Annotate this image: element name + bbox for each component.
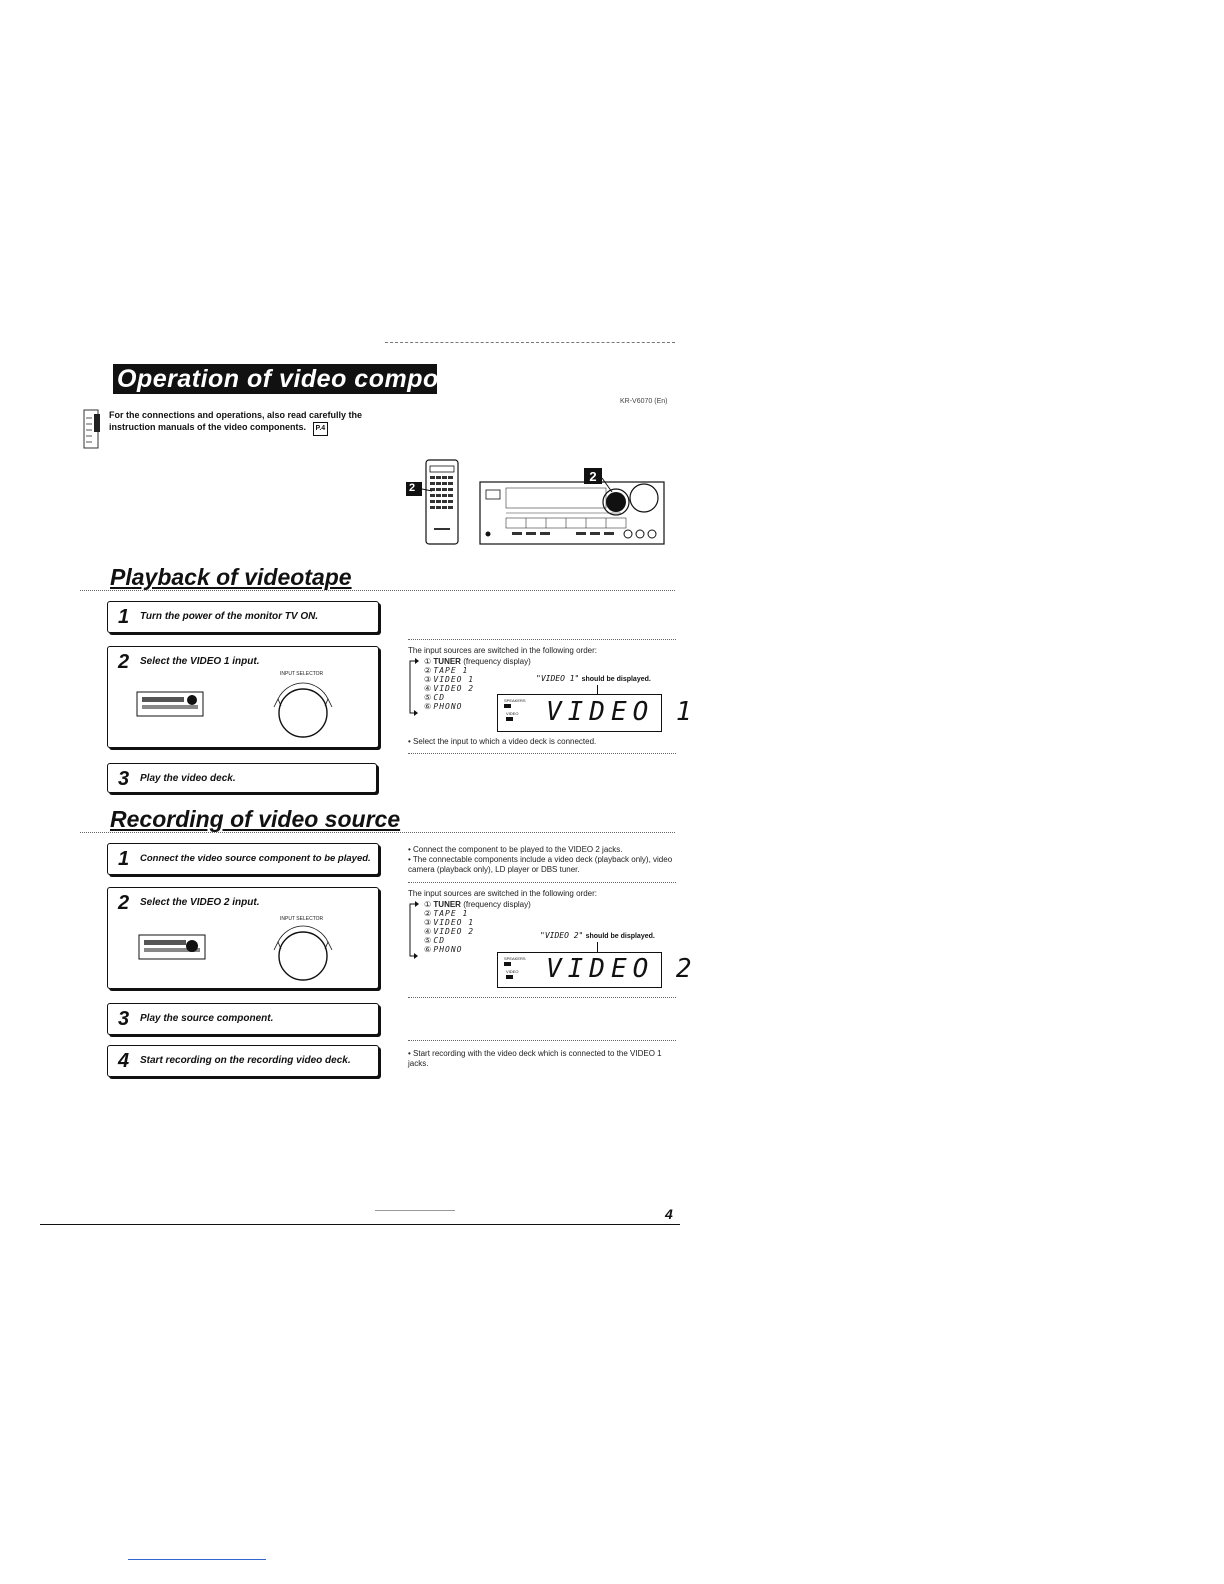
step-number: 2 — [118, 892, 130, 914]
display-tag: VIDEO — [506, 969, 519, 974]
step-text: Select the VIDEO 2 input. — [140, 897, 260, 908]
order-item: ⑤ CD — [424, 693, 446, 702]
input-selector-label: INPUT SELECTOR — [280, 916, 324, 922]
indicator-square — [506, 975, 513, 979]
bottom-link-line — [128, 1559, 266, 1560]
recording-step-4 — [107, 1045, 379, 1077]
dotted-separator — [408, 1040, 676, 1041]
receiver-callout: 2 — [589, 469, 597, 484]
bullet-item: • Select the input to which a video deck is connected. — [408, 737, 597, 746]
step-number: 3 — [118, 1008, 130, 1030]
page-title: Operation of video components — [113, 364, 437, 394]
step-text: Play the source component. — [140, 1013, 274, 1024]
dotted-separator — [408, 753, 676, 754]
order-item: ③ VIDEO 1 — [424, 675, 475, 684]
cycle-arrow-icon — [408, 900, 420, 960]
page-reference: P.4 — [313, 422, 329, 436]
indicator-square — [504, 962, 511, 966]
order-item: ⑤ CD — [424, 936, 446, 945]
recording-step-1 — [107, 843, 379, 875]
order-item: ② TAPE 1 — [424, 666, 469, 675]
top-dashed-rule — [385, 342, 675, 343]
display-caption: "VIDEO 2" should be displayed. — [540, 931, 655, 940]
input-selector-knob — [268, 920, 338, 986]
playback-step-2 — [107, 646, 379, 748]
input-selector-label: INPUT SELECTOR — [280, 671, 324, 677]
indicator-square — [506, 717, 513, 721]
receiver-mini-icon — [138, 934, 208, 960]
dotted-separator — [408, 997, 676, 998]
order-item: ① TUNER (frequency display) — [424, 657, 531, 666]
bullet-item: • Start recording with the video deck which is connected to the VIDEO 1 jacks. — [408, 1049, 662, 1068]
display-panel — [497, 694, 698, 732]
display-panel — [497, 952, 698, 988]
step-text: Play the video deck. — [140, 773, 236, 784]
display-readout: VIDEO 1 — [546, 697, 698, 727]
page-number: 4 — [665, 1206, 673, 1222]
note-text: For the connections and operations, also read carefully the instruction manuals of the video components. P.4 — [109, 409, 384, 436]
step-number: 2 — [118, 651, 130, 673]
input-selector-knob — [268, 677, 338, 743]
section-rule — [80, 590, 675, 591]
order-item: ④ VIDEO 2 — [424, 684, 475, 693]
indicator-square — [504, 704, 511, 708]
playback-step-3 — [107, 763, 377, 793]
section-rule — [80, 832, 675, 833]
footer-rule — [40, 1224, 680, 1225]
display-tag: VIDEO — [506, 711, 519, 716]
recording-step-3 — [107, 1003, 379, 1035]
order-intro: The input sources are switched in the following order: — [408, 646, 597, 655]
step-number: 4 — [118, 1050, 130, 1072]
display-readout: VIDEO 2 — [546, 954, 698, 984]
input-order-list — [424, 900, 584, 954]
dotted-separator — [408, 639, 676, 640]
order-item: ④ VIDEO 2 — [424, 927, 475, 936]
order-item: ② TAPE 1 — [424, 909, 469, 918]
cycle-arrow-icon — [408, 657, 420, 717]
remote-callout: 2 — [408, 482, 416, 494]
section-title-recording: Recording of video source — [110, 806, 401, 832]
display-caption: "VIDEO 1" should be displayed. — [536, 674, 651, 683]
bullet-item: • The connectable components include a video deck (playback only), video camera (playback only), LD player or DBS tuner. — [408, 855, 673, 874]
step-text: Start recording on the recording video deck. — [140, 1055, 351, 1066]
receiver-illustration — [476, 468, 668, 548]
step-number: 3 — [118, 768, 130, 790]
order-item: ⑥ PHONO — [424, 945, 463, 954]
display-tag: SPEAKERS — [504, 956, 526, 961]
step-number: 1 — [118, 848, 130, 870]
step-number: 1 — [118, 606, 130, 628]
playback-step-1 — [107, 601, 379, 633]
order-item: ① TUNER (frequency display) — [424, 900, 531, 909]
display-tag: SPEAKERS — [504, 698, 526, 703]
section-title-playback: Playback of videotape — [110, 564, 352, 590]
step-text: Select the VIDEO 1 input. — [140, 656, 260, 667]
dotted-separator — [408, 882, 676, 883]
step-text: Connect the video source component to be played. — [140, 853, 371, 864]
footer-rule — [375, 1210, 455, 1211]
receiver-mini-icon — [136, 691, 206, 717]
remote-control-illustration — [404, 458, 464, 546]
order-intro: The input sources are switched in the following order: — [408, 889, 597, 898]
book-icon — [80, 408, 102, 452]
step-text: Turn the power of the monitor TV ON. — [140, 611, 319, 622]
bullet-item: • Connect the component to be played to the VIDEO 2 jacks. — [408, 845, 623, 854]
order-item: ⑥ PHONO — [424, 702, 463, 711]
model-number: KR-V6070 (En) — [620, 398, 668, 405]
recording-step-2 — [107, 887, 379, 989]
order-item: ③ VIDEO 1 — [424, 918, 475, 927]
